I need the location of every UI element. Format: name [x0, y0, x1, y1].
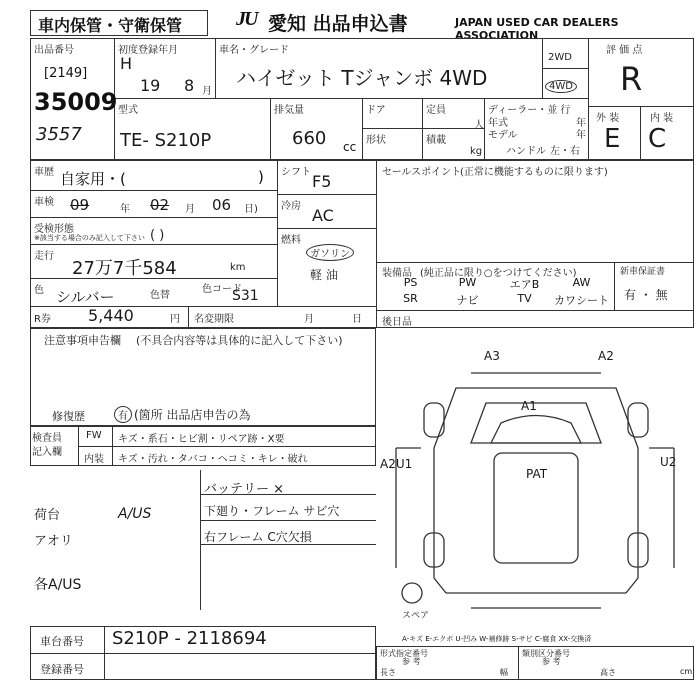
name-label: 車名・グレード: [219, 45, 289, 56]
lot-bracket: [2149]: [44, 66, 88, 81]
repair-note: (箇所 出品店申告の為: [134, 408, 251, 422]
lot-scribble: 3557: [36, 124, 82, 145]
fuel-gas: ガソリン: [306, 244, 354, 261]
wheel-fl: [424, 403, 444, 437]
mark-a3: A3: [484, 349, 500, 363]
spare-tire: [402, 583, 422, 603]
mileage-unit: km: [230, 262, 246, 273]
spare-label: スペア: [402, 611, 430, 621]
cm-unit: cm: [680, 667, 693, 676]
frame-note-2: 右フレーム C穴欠損: [204, 530, 312, 544]
fw-text: キズ・系石・ヒビ割・リペア跡・X要: [118, 434, 285, 445]
int-label: 内 装: [650, 113, 674, 124]
reg-label: 登録番号: [40, 663, 84, 676]
caution-note: (不具合内容等は具体的に記入して下さい): [136, 334, 343, 347]
receive-label: 受検形態: [34, 224, 74, 235]
mark-u2: U2: [660, 455, 677, 469]
load-unit: kg: [470, 146, 483, 157]
handle-label: ハンドル: [506, 146, 546, 157]
color-label: 色: [34, 285, 44, 296]
displacement-value: 660: [292, 128, 327, 149]
color-code-value: S31: [232, 288, 259, 304]
fw-label: FW: [86, 430, 102, 441]
mileage-value: 27万7千584: [72, 258, 177, 279]
displacement-label: 排気量: [274, 105, 304, 116]
car-name: ハイゼット Tジャンボ 4WD: [236, 66, 488, 90]
history-close: ): [258, 168, 264, 186]
tire-label: 新車保証書: [620, 267, 666, 277]
drive-4wd: 4WD: [545, 80, 577, 93]
year-model-unit: 年: [576, 118, 586, 129]
equip-pw: PW: [458, 276, 477, 289]
equip-label: 装備品: [382, 268, 412, 279]
model-value: TE- S210P: [120, 130, 212, 151]
shape-label: 形状: [366, 135, 386, 146]
lot-number: 35009: [34, 88, 118, 116]
ticket-value: 5,440: [88, 306, 134, 325]
ticket-label: R券: [34, 314, 51, 325]
year-model-label: 年式: [488, 118, 508, 129]
ju-logo: JU: [236, 8, 257, 30]
inspection-day: 06: [212, 196, 232, 214]
ext-value: E: [604, 124, 621, 154]
car-windshield: [491, 416, 581, 444]
interior-label: 内装: [84, 454, 104, 465]
interior-text: キズ・汚れ・タバコ・ヘコミ・キレ・破れ: [118, 454, 308, 465]
ac-label: 冷房: [281, 201, 301, 212]
ref-1: 参 考: [402, 657, 421, 666]
damage-legend: A-キズ E-エクボ U-凹み W-補修跡 S-サビ C-腐食 XX-交換済: [402, 635, 592, 643]
wheel-fr: [628, 403, 648, 437]
equip-sr: SR: [403, 292, 418, 305]
equip-tv: TV: [517, 292, 532, 305]
len-label: 長さ: [380, 668, 396, 677]
inspection-unit-month: 月: [185, 204, 195, 215]
first-reg-label: 初度登録年月: [118, 45, 178, 56]
door-label: ドア: [366, 105, 386, 116]
fuel-label: 燃料: [281, 235, 301, 246]
ext-label: 外 装: [596, 113, 620, 124]
inspection-label: 車検: [34, 197, 54, 208]
name-change-label: 名変期限: [194, 314, 234, 325]
equip-navi: ナビ: [456, 294, 479, 307]
battery-note: バッテリー ×: [204, 482, 285, 497]
load-label: 積載: [426, 135, 446, 146]
reg-month: 8: [184, 76, 195, 95]
repair-label: 修復歴: [52, 410, 85, 423]
model-label: 型式: [118, 105, 138, 116]
repair-circle: 有: [114, 406, 132, 423]
equip-ps: PS: [403, 276, 418, 289]
fuel-diesel: 軽 油: [310, 268, 338, 282]
int-value: C: [648, 124, 667, 154]
equip-note: (純正品に限り○をつけてください): [420, 268, 577, 279]
size-label-1: 形式指定番号: [380, 649, 428, 658]
inspector-label: 検査員 記入欄: [32, 433, 62, 458]
selling-note: (正常に機能するものに限ります): [460, 167, 608, 178]
color-change-label: 色替: [150, 290, 170, 301]
shift-label: シフト: [281, 167, 311, 178]
history-value: 自家用・(: [60, 170, 126, 188]
caution-label: 注意事項申告欄: [44, 334, 121, 347]
reg-year: 19: [140, 76, 161, 95]
month-unit: 月: [202, 86, 212, 97]
refit-label: 後日品: [382, 317, 412, 328]
name-change-day: 日: [352, 314, 362, 325]
tire-options: 有 ・ 無: [624, 288, 668, 302]
wid-label: 幅: [500, 668, 508, 677]
inspection-year: 09: [70, 196, 90, 214]
equip-grid: [382, 276, 610, 308]
equip-aw: AW: [572, 276, 591, 289]
displacement-unit: cc: [343, 140, 357, 154]
mark-pat: PAT: [526, 467, 548, 481]
chassis-value: S210P - 2118694: [112, 628, 267, 649]
receive-note: ※該当する場合のみ記入して下さい: [34, 234, 145, 242]
car-body-outline: [434, 388, 638, 593]
flap-note: 各A/US: [34, 577, 82, 593]
capacity-label: 定員: [426, 105, 446, 116]
ac-value: AC: [312, 206, 334, 225]
chassis-label: 車台番号: [40, 635, 84, 648]
era: H: [120, 54, 133, 73]
mark-a1: A1: [521, 399, 537, 413]
model-year-label: モデル: [488, 130, 518, 141]
brand-subtitle: JAPAN USED CAR DEALERS ASSOCIATION: [455, 16, 619, 42]
brand-title: 愛知 出品申込書: [268, 13, 408, 35]
mark-a2u1: A2U1: [380, 457, 413, 471]
size-label-2: 類別区分番号: [522, 649, 570, 658]
equip-leather: カワシート: [554, 294, 609, 307]
eval-value: R: [620, 60, 643, 98]
inspection-month: 02: [150, 196, 170, 214]
eval-label: 評 価 点: [606, 45, 643, 56]
receive-paren: ( ): [150, 228, 165, 243]
selling-label: セールスポイント: [382, 167, 462, 178]
shift-value: F5: [312, 172, 332, 191]
model-year-unit: 年: [576, 130, 586, 141]
drive-2wd: 2WD: [548, 52, 572, 63]
ticket-unit: 円: [170, 314, 180, 325]
name-change-month: 月: [304, 314, 314, 325]
history-label: 車歴: [34, 167, 54, 178]
flap-label: アオリ: [34, 534, 73, 549]
handle-options: 左・右: [550, 146, 580, 157]
hei-label: 高さ: [600, 668, 616, 677]
capacity-unit: 人: [474, 120, 484, 131]
mileage-label: 走行: [34, 251, 54, 262]
equip-airbag: エアB: [509, 278, 540, 291]
mark-a2: A2: [598, 349, 614, 363]
ref-2: 参 考: [542, 657, 561, 666]
inspection-unit-day: 日): [244, 204, 258, 215]
frame-note-1: 下廻り・フレーム サビ穴: [204, 504, 340, 518]
cargo-value: A/US: [118, 506, 152, 522]
inspection-unit-year: 年: [120, 204, 130, 215]
header-left-title: 車内保管・守衛保管: [38, 16, 183, 35]
car-diagram: [376, 328, 694, 628]
cargo-label: 荷台: [34, 508, 61, 523]
dealer-label: ディーラー・並 行: [488, 105, 571, 116]
color-code-label: 色コード: [202, 284, 242, 295]
color-value: シルバー: [56, 288, 115, 306]
lot-label: 出品番号: [34, 45, 74, 56]
